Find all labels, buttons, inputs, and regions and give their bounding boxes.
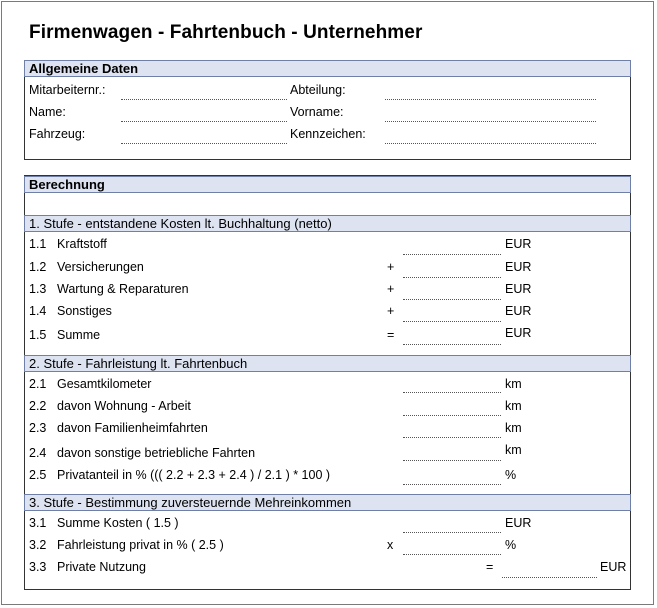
row-unit: EUR — [505, 237, 532, 251]
row-label: Kraftstoff — [57, 237, 107, 251]
home-work-km-field[interactable] — [403, 415, 501, 416]
row-unit: % — [505, 538, 517, 552]
row-unit: EUR — [505, 516, 532, 530]
plus-operator: + — [387, 304, 395, 318]
business-trips-km-field[interactable] — [403, 460, 501, 461]
row-unit: km — [505, 421, 522, 435]
row-number: 1.3 — [29, 282, 47, 296]
name-label: Name: — [29, 105, 66, 119]
equals-operator: = — [486, 560, 494, 574]
row-label: davon Familienheimfahrten — [57, 421, 208, 435]
row-unit: % — [505, 468, 517, 482]
row-label: Wartung & Reparaturen — [57, 282, 189, 296]
row-number: 2.5 — [29, 468, 47, 482]
row-number: 1.4 — [29, 304, 47, 318]
first-name-label: Vorname: — [290, 105, 344, 119]
private-share-field[interactable] — [403, 484, 501, 485]
row-number: 3.1 — [29, 516, 47, 530]
row-label: Sonstiges — [57, 304, 112, 318]
row-number: 1.5 — [29, 328, 47, 342]
row-number: 2.4 — [29, 446, 47, 460]
row-label: Versicherungen — [57, 260, 144, 274]
row-unit: EUR — [505, 304, 532, 318]
row-label: Private Nutzung — [57, 560, 146, 574]
row-label: Privatanteil in % ((( 2.2 + 2.3 + 2.4 ) / 2.1 ) * 100 ) — [57, 468, 331, 482]
total-cost-ref-field[interactable] — [403, 532, 501, 533]
insurance-cost-field[interactable] — [403, 277, 501, 278]
private-percent-ref-field[interactable] — [403, 554, 501, 555]
row-unit: km — [505, 377, 522, 391]
multiply-operator: x — [387, 538, 394, 552]
other-cost-field[interactable] — [403, 321, 501, 322]
row-label: Summe Kosten ( 1.5 ) — [57, 516, 179, 530]
row-unit: EUR — [505, 282, 532, 296]
row-label: Summe — [57, 328, 101, 342]
total-km-field[interactable] — [403, 392, 501, 393]
employee-number-label: Mitarbeiternr.: — [29, 83, 106, 97]
employee-number-field[interactable] — [121, 99, 287, 100]
row-label: davon sonstige betriebliche Fahrten — [57, 446, 256, 460]
vehicle-field[interactable] — [121, 143, 287, 144]
sum-cost-field[interactable] — [403, 344, 501, 345]
row-label: Fahrleistung privat in % ( 2.5 ) — [57, 538, 224, 552]
stage1-header: 1. Stufe - entstandene Kosten lt. Buchhaltung (netto) — [24, 215, 631, 232]
family-trips-km-field[interactable] — [403, 437, 501, 438]
page-title: Firmenwagen - Fahrtenbuch - Unternehmer — [29, 22, 423, 43]
plus-operator: + — [387, 282, 395, 296]
maintenance-cost-field[interactable] — [403, 299, 501, 300]
row-number: 1.1 — [29, 237, 47, 251]
general-data-header: Allgemeine Daten — [24, 60, 631, 77]
calculation-header: Berechnung — [24, 176, 631, 193]
row-number: 3.2 — [29, 538, 47, 552]
name-field[interactable] — [121, 121, 287, 122]
row-unit: EUR — [505, 326, 532, 340]
vehicle-label: Fahrzeug: — [29, 127, 86, 141]
first-name-field[interactable] — [385, 121, 596, 122]
fuel-cost-field[interactable] — [403, 254, 501, 255]
row-unit: km — [505, 399, 522, 413]
department-field[interactable] — [385, 99, 596, 100]
license-plate-field[interactable] — [385, 143, 596, 144]
stage3-header: 3. Stufe - Bestimmung zuversteuernde Mehreinkommen — [24, 494, 631, 511]
license-plate-label: Kennzeichen: — [290, 127, 366, 141]
private-use-result-field[interactable] — [502, 577, 597, 578]
row-label: Gesamtkilometer — [57, 377, 152, 391]
row-number: 2.2 — [29, 399, 47, 413]
stage2-header: 2. Stufe - Fahrleistung lt. Fahrtenbuch — [24, 355, 631, 372]
row-number: 1.2 — [29, 260, 47, 274]
plus-operator: + — [387, 260, 395, 274]
row-label: davon Wohnung - Arbeit — [57, 399, 191, 413]
department-label: Abteilung: — [290, 83, 346, 97]
row-number: 2.1 — [29, 377, 47, 391]
row-number: 3.3 — [29, 560, 47, 574]
row-unit: EUR — [600, 560, 627, 574]
equals-operator: = — [387, 328, 395, 342]
row-unit: EUR — [505, 260, 532, 274]
row-number: 2.3 — [29, 421, 47, 435]
row-unit: km — [505, 443, 522, 457]
